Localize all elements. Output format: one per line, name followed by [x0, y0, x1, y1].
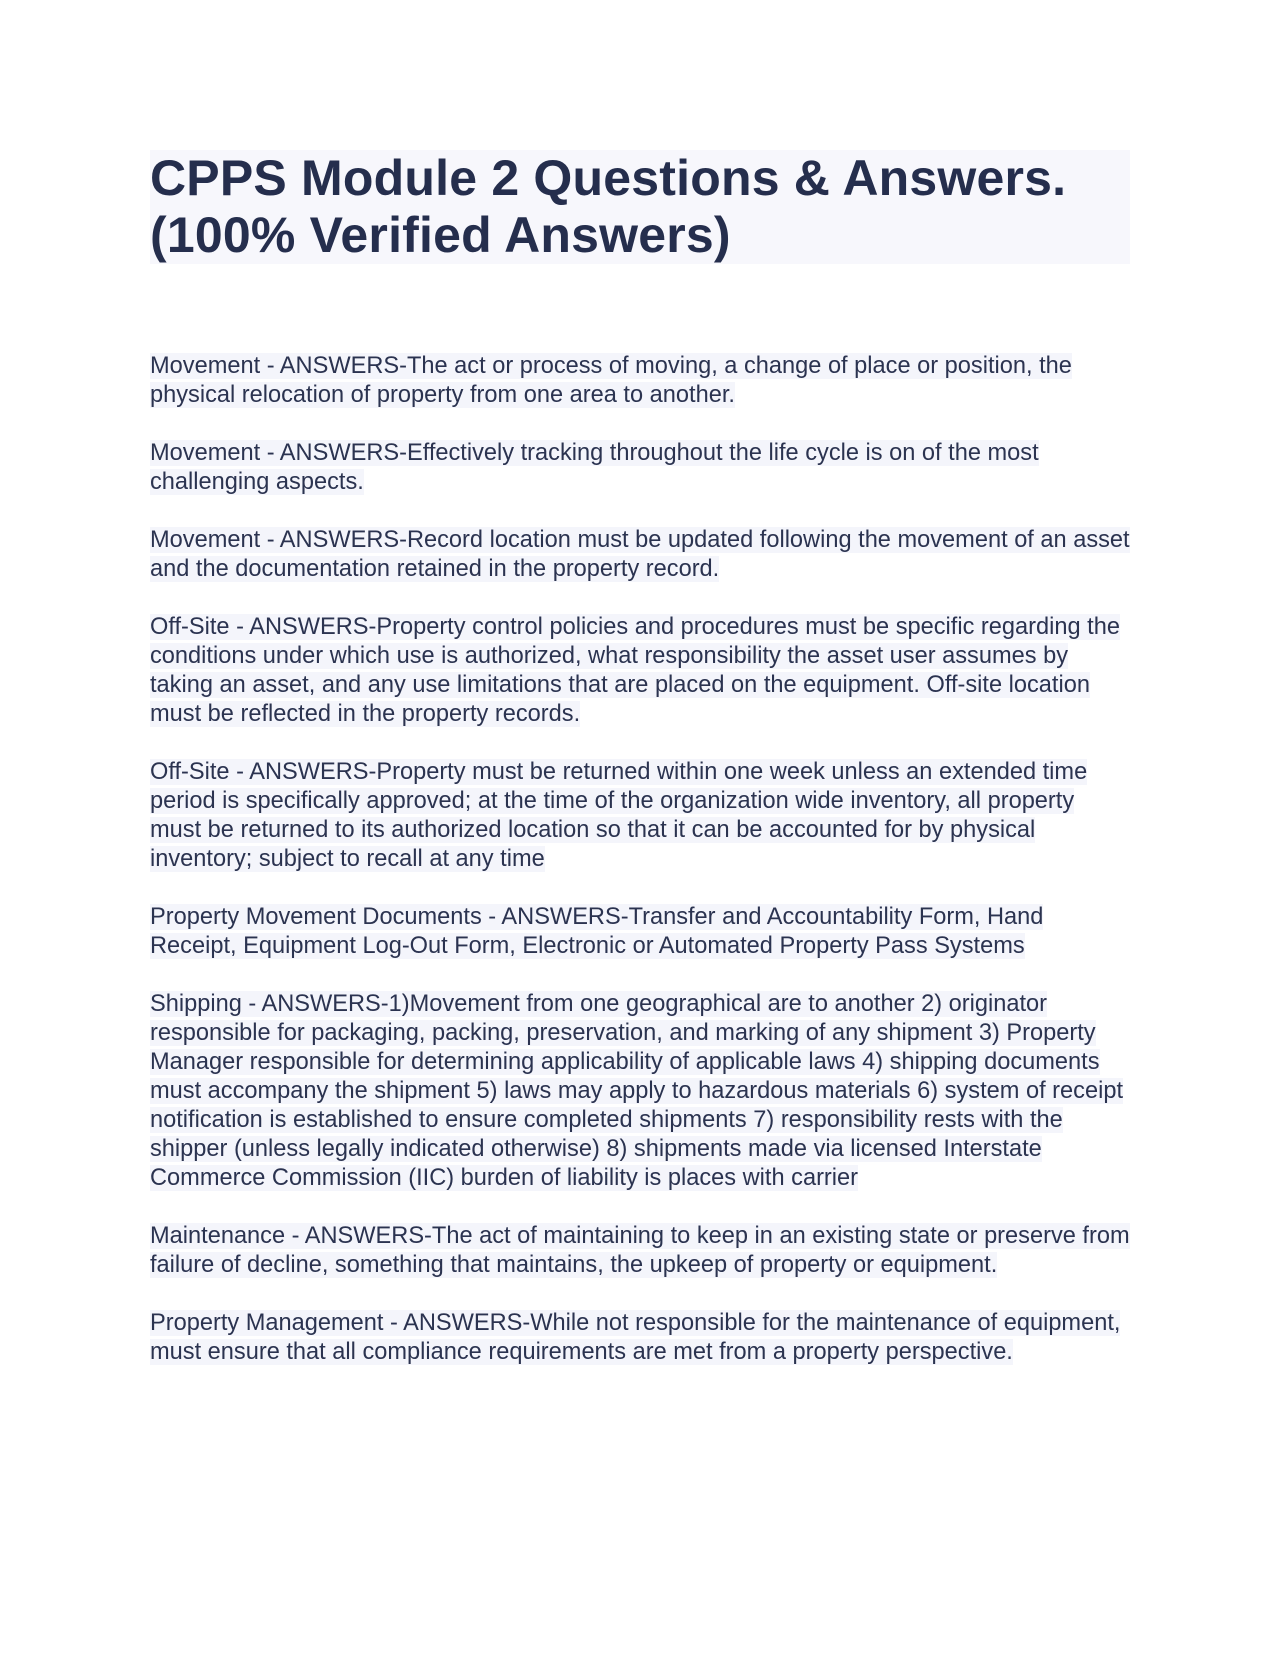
- qa-entry-text: Off-Site - ANSWERS-Property control policies and procedures must be specific regarding the conditions under which use is authorized, what responsibility the asset user assumes by taking an asset, and any use limitations that are placed on the equipment. Off-site location must be reflected in the property records.: [150, 614, 1120, 727]
- qa-entry-off-site-1: [150, 613, 1130, 729]
- qa-entry-movement-2: [150, 439, 1130, 497]
- qa-entry-movement-3: [150, 526, 1130, 584]
- qa-entry-property-management: [150, 1309, 1130, 1367]
- qa-entry-maintenance: [150, 1222, 1130, 1280]
- qa-entry-text: Movement - ANSWERS-Effectively tracking throughout the life cycle is on of the most challenging aspects.: [150, 440, 1039, 495]
- document-page: [150, 150, 1130, 1396]
- document-title: [150, 150, 1130, 264]
- qa-entry-movement-1: [150, 352, 1130, 410]
- qa-entry-property-movement-documents: [150, 903, 1130, 961]
- qa-entry-text: Movement - ANSWERS-The act or process of moving, a change of place or position, the physical relocation of property from one area to another.: [150, 353, 1072, 408]
- qa-entry-text: Maintenance - ANSWERS-The act of maintaining to keep in an existing state or preserve from failure of decline, something that maintains, the upkeep of property or equipment.: [150, 1223, 1130, 1278]
- qa-entries: [150, 352, 1130, 1367]
- title-line-1: CPPS Module 2 Questions & Answers.: [150, 150, 1067, 206]
- qa-entry-text: Property Movement Documents - ANSWERS-Transfer and Accountability Form, Hand Receipt, Equipment Log-Out Form, Electronic or Automated Property Pass Systems: [150, 904, 1044, 959]
- qa-entry-shipping: [150, 990, 1130, 1193]
- title-line-2: (100% Verified Answers): [150, 207, 731, 263]
- qa-entry-text: Shipping - ANSWERS-1)Movement from one geographical are to another 2) originator responsible for packaging, packing, preservation, and marking of any shipment 3) Property Manager responsible for determining applicability of applicable laws 4) shipping documents must accompany the shipment 5) laws may apply to hazardous materials 6) system of receipt notification is established to ensure completed shipments 7) responsibility rests with the shipper (unless legally indicated otherwise) 8) shipments made via licensed Interstate Commerce Commission (IIC) burden of liability is places with carrier: [150, 991, 1124, 1191]
- qa-entry-text: Property Management - ANSWERS-While not responsible for the maintenance of equipment, must ensure that all compliance requirements are met from a property perspective.: [150, 1310, 1121, 1365]
- qa-entry-text: Off-Site - ANSWERS-Property must be returned within one week unless an extended time period is specifically approved; at the time of the organization wide inventory, all property must be returned to its authorized location so that it can be accounted for by physical inventory; subject to recall at any time: [150, 759, 1088, 872]
- qa-entry-off-site-2: [150, 758, 1130, 874]
- qa-entry-text: Movement - ANSWERS-Record location must be updated following the movement of an asset and the documentation retained in the property record.: [150, 527, 1130, 582]
